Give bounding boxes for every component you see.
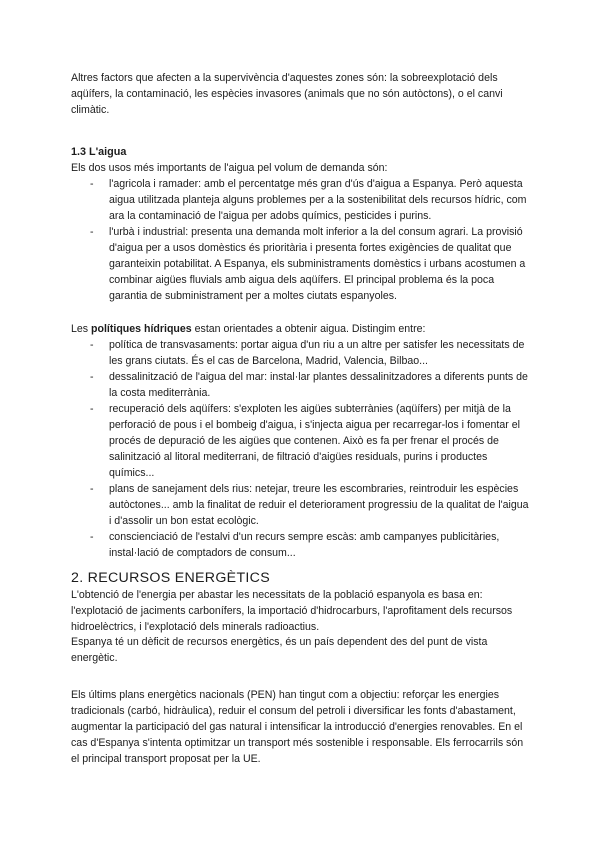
list-item: - conscienciació de l'estalvi d'un recurs sempre escàs: amb campanyes publicitàries, instal·lació de comptadors de consum... xyxy=(71,529,531,561)
list-item: - recuperació dels aqüífers: s'exploten les aigües subterrànies (aqüífers) per mitjà de la perforació de pous i el bombeig d'aigua, i s'injecta aigua per recarregar-los i fomentar el procés de depuració de les aigües que contenen. Això es fa per frenar el procés de salinització al litoral mediterrani, de filtració d'aigües residuals, purins i productes químics... xyxy=(71,401,531,481)
water-policies-list xyxy=(71,337,531,561)
list-item: - dessalinització de l'aigua del mar: instal·lar plantes dessalinitzadores a diferents punts de la costa mediterrània. xyxy=(71,369,531,401)
policies-intro xyxy=(71,321,531,337)
section-energy-heading: 2. RECURSOS ENERGÈTICS xyxy=(71,570,270,586)
water-uses-list xyxy=(71,176,531,304)
policies-intro-bold: polítiques hídriques xyxy=(91,323,192,335)
intro-paragraph: Altres factors que afecten a la supervivència d'aquestes zones són: la sobreexplotació dels aqüífers, la contaminació, les espècies invasores (animals que no són autòctons), o el canvi climàtic. xyxy=(71,72,503,116)
list-item: - l'agricola i ramader: amb el percentatge més gran d'ús d'aigua a Espanya. Però aquesta aigua utilitzada planteja alguns problemes per a la sostenibilitat dels recursos hídric, com ara la contaminació de l'aigua per adobs químics, pesticides i purins. xyxy=(71,176,531,224)
list-item: - política de transvasaments: portar aigua d'un riu a un altre per satisfer les necessitats de les grans ciutats. És el cas de Barcelona, Madrid, Valencia, Bilbao... xyxy=(71,337,531,369)
list-item: - l'urbà i industrial: presenta una demanda molt inferior a la del consum agrari. La provisió d'aigua per a usos domèstics és prioritària i presenta fortes exigències de qualitat que garanteixin potabilitat. A Espanya, els subministraments domèstics i urbans acostumen a combinar aigües fluvials amb aigua dels aqüífers. El principal problema és la poca garantia de subministrament per a moltes ciutats espanyoles. xyxy=(71,224,531,304)
water-uses-lead: Els dos usos més importants de l'aigua pel volum de demanda són: xyxy=(71,162,388,174)
energy-paragraph: Els últims plans energètics nacionals (PEN) han tingut com a objectiu: reforçar les energies tradicionals (carbó, hidràulica), reduir el consum del petroli i diversificar les fonts d'abastament, augmentar la participació del gas natural i intensificar la introducció d'energies renovables. En el cas d'Espanya s'intenta optimitzar un transport més sostenible i responsable. Els ferrocarrils són el principal transport proposat per la UE. xyxy=(71,689,524,765)
energy-paragraph: Espanya té un dèficit de recursos energètics, és un país dependent des del punt de vista energètic. xyxy=(71,636,488,664)
energy-paragraph: L'obtenció de l'energia per abastar les necessitats de la població espanyola es basa en: l'explotació de jaciments carbonífers, la importació d'hidrocarburs, l'aprofitament dels recursos hidroelèctrics, i l'explotació dels minerals radioactius. xyxy=(71,589,513,633)
policies-intro-after: estan orientades a obtenir aigua. Distingim entre: xyxy=(191,323,426,335)
policies-intro-before: Les xyxy=(71,323,92,335)
section-water-heading: 1.3 L'aigua xyxy=(71,146,127,158)
list-item: - plans de sanejament dels rius: netejar, treure les escombraries, reintroduir les espècies autòctones... amb la finalitat de reduir el deteriorament progressiu de la qualitat de l'aigua i d'assolir un bon estat ecològic. xyxy=(71,481,531,529)
